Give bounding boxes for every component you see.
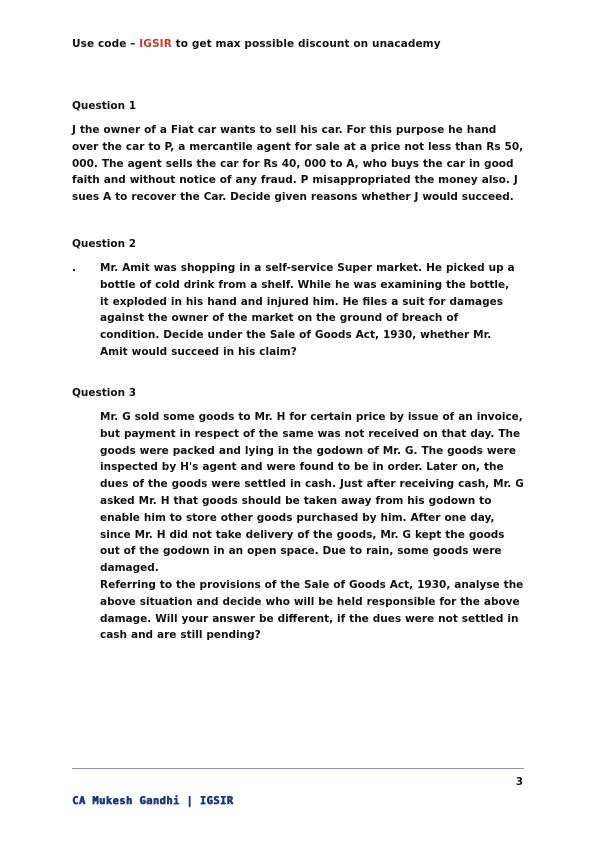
question-1-title: Question 1 [72, 100, 137, 112]
promo-suffix: to get max possible discount on unacademy [171, 38, 441, 50]
question-3 [72, 387, 524, 644]
question-1-text: J the owner of a Fiat car wants to sell his car. For this purpose he hand over the car to P, a mercantile agent for sale at a price not less than Rs 50, 000. The agent sells the car for Rs 40, 000 to A, who buys the car in good faith and without notice of any fraud. P misappropriated the money also. J sues A to recover the Car. Decide given reasons whether J would succeed. [72, 124, 524, 204]
question-3-text-2: Referring to the provisions of the Sale of Goods Act, 1930, analyse the above situation and decide who will be held responsible for the above damage. Will your answer be different, if the dues were not settled in cash and are still pending? [100, 578, 524, 642]
promo-header [72, 38, 441, 50]
page-number: 3 [515, 776, 523, 788]
promo-prefix: Use code – [72, 38, 140, 50]
footer-brand: CA Mukesh Gandhi | IGSIR [72, 795, 234, 807]
question-2-row [72, 260, 524, 361]
question-2-text: Mr. Amit was shopping in a self-service Super market. He picked up a bottle of cold drink from a shelf. While he was examining the bottle, it exploded in his hand and injured him. He files a suit for damages against the owner of the market on the ground of breach of condition. Decide under the Sale of Goods Act, 1930, whether Mr. Amit would succeed in his claim? [100, 262, 515, 358]
promo-code: IGSIR [139, 38, 172, 50]
question-2 [72, 238, 524, 361]
question-2-bullet: . [72, 262, 76, 274]
question-3-title: Question 3 [72, 387, 137, 399]
question-3-text: Mr. G sold some goods to Mr. H for certain price by issue of an invoice, but payment in respect of the same was not received on that day. The goods were packed and lying in the godown of Mr. G. The goods were inspected by H's agent and were found to be in order. Later on, the dues of the goods were settled in cash. Just after receiving cash, Mr. G asked Mr. H that goods should be taken away from his godown to enable him to store other goods purchased by him. After one day, since Mr. H did not take delivery of the goods, Mr. G kept the goods out of the godown in an open space. Due to rain, some goods were damaged. [100, 411, 524, 575]
question-1 [72, 100, 524, 206]
question-3-body [72, 409, 528, 644]
footer-divider [72, 768, 524, 769]
question-2-title: Question 2 [72, 238, 137, 250]
